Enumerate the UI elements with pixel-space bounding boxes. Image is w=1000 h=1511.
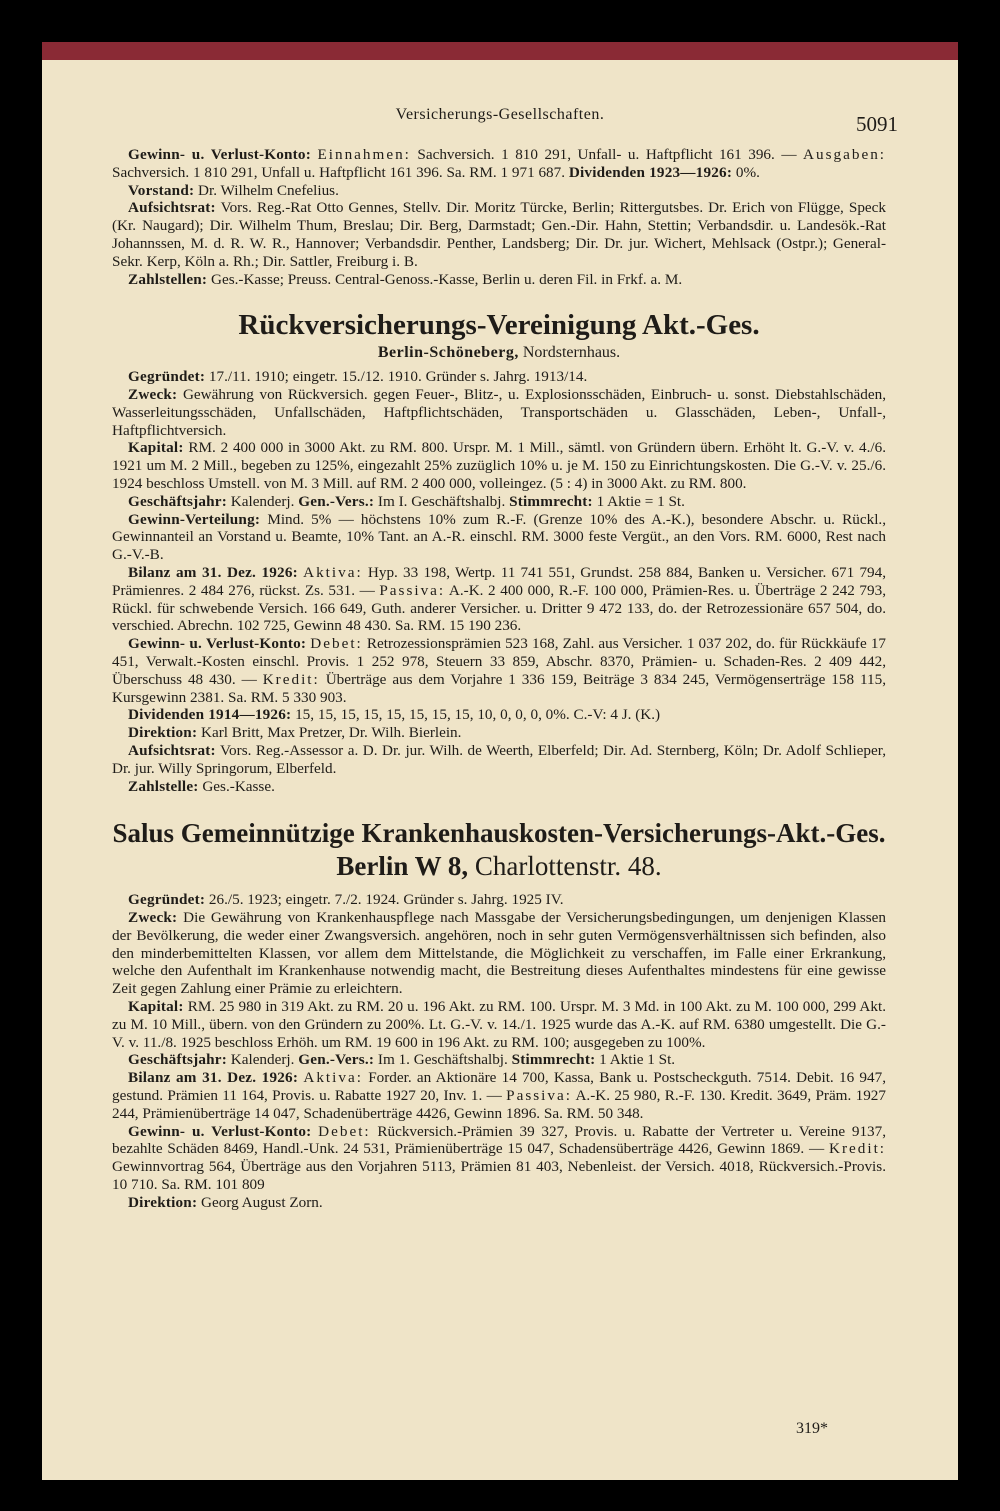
zweck-entry: Zweck: Die Gewährung von Krankenhauspflege nach Massgabe der Versicherungsbedingungen, um denjenigen Klassen der Bevölkerung, die weder einer Zwangsversich. angehören, noch in sehr guten Vermögensverhältnissen sich befinden, also den minderbemittelten Klassen, vor allem dem Mittelstande, die Möglichkeit zu verschaffen, im Falle einer Erkrankung, welche den Aufenthalt im Krankenhause notwendig macht, die Bestreitung dieses Aufenthaltes mindestens für eine gewisse Zeit gegen Zahlung einer Prämie zu erleichtern. [112,909,887,998]
signature-mark: 319* [796,1420,828,1437]
page-number: 5091 [856,112,898,136]
gv-konto-label: Gewinn- u. Verlust-Konto: [128,146,311,163]
gv-konto-entry: Gewinn- u. Verlust-Konto: Debet: Retrozessionsprämien 523 168, Zahl. aus Versicher. 1 037 202, do. für Rückkäufe 17 451, Verwalt.-Kosten einschl. Provis. 1 252 978, Steuern 33 859, Abschr. 8370, Prämien- u. Schaden-Res. 2 409 442, Überschuss 48 430. — Kredit: Überträge aus dem Vorjahre 1 336 159, Beiträge 3 834 245, Vermögenserträge 158 115, Kursgewinn 2381. Sa. RM. 5 330 903. [112,635,887,706]
company-title-salus: Salus Gemeinnützige Krankenhauskosten-Versicherungs-Akt.-Ges. Berlin W 8, Charlottenstr. 48. [112,818,886,882]
zweck-entry: Zweck: Gewährung von Rückversich. gegen Feuer-, Blitz-, u. Explosionsschäden, Einbruch- u. sonst. Diebstahlschäden, Wasserleitungsschäden, Unfallschäden, Haftpflichtschäden, Transportschäden u. Glasschäden, Leben-, Unfall-, Haftpflichtversich. [112,385,887,439]
dividenden-entry: Dividenden 1914—1926: 15, 15, 15, 15, 15, 15, 15, 15, 10, 0, 0, 0, 0%. C.-V: 4 J. (K.) [128,706,661,724]
gv-konto-entry: Gewinn- u. Verlust-Konto: Debet: Rückversich.-Prämien 39 327, Provis. u. Rabatte der Vertreter u. Vereine 9137, bezahlte Schäden 8469, Handl.-Unk. 24 531, Prämienüberträge 15 047, Schadensüberträge 4426, Gewinn 1869. — Kredit: Gewinnvortrag 564, Überträge aus den Vorjahren 5113, Prämien 81 403, Nebenleist. der Versich. 4018, Rückversich.-Provis. 10 710. Sa. RM. 101 809 [112,1122,887,1194]
gegruendet-entry: Gegründet: 17./11. 1910; eingetr. 15./12. 1910. Gründer s. Jahrg. 1913/14. [128,368,588,386]
direktion-entry: Direktion: Georg August Zorn. [128,1193,323,1211]
running-header: Versicherungs-Gesellschaften. [395,106,605,123]
bilanz-entry: Bilanz am 31. Dez. 1926: Aktiva: Forder. an Aktionäre 14 700, Kassa, Bank u. Postscheckguth. 7514. Debit. 16 947, gestund. Prämien 11 164, Provis. u. Rabatte 1927 20, Inv. 1. — Passiva: A.-K. 25 980, R.-F. 130. Kredit. 3649, Präm. 1927 244, Prämienüberträge 14 047, Schadenüberträge 4426, Gewinn 1896. Sa. RM. 50 348. [112,1069,887,1122]
zahlstellen-entry: Zahlstellen: Ges.-Kasse; Preuss. Central-Genoss.-Kasse, Berlin u. deren Fil. in Frkf. a. M. [128,270,683,288]
company-title-rueckversicherung: Rückversicherungs-Vereinigung Akt.-Ges. [238,309,760,342]
vorstand-entry: Vorstand: Dr. Wilhelm Cnefelius. [128,181,339,199]
gewinn-verteilung-entry: Gewinn-Verteilung: Mind. 5% — höchstens 10% zum R.-F. (Grenze 10% des A.-K.), besondere Abschr. u. Rückl., Gewinnanteil an Vorstand u. Beamte, 10% Tant. an A.-R. einschl. RM. 3000 feste Vergüt., an den Vors. RM. 6000, Rest nach G.-V.-B. [112,510,887,564]
direktion-entry: Direktion: Karl Britt, Max Pretzer, Dr. Wilh. Bierlein. [128,724,462,742]
zahlstelle-entry: Zahlstelle: Ges.-Kasse. [128,777,275,795]
aufsichtsrat-entry: Aufsichtsrat: Vors. Reg.-Rat Otto Gennes, Stellv. Dir. Moritz Türcke, Berlin; Rittergutsbes. Dr. Erich von Flügge, Speck (Kr. Naugard); Dir. Wilhelm Thum, Breslau; Dir. Berg, Darmstadt; Gen.-Dir. Hahn, Stettin; Verbandsdir. u. Landesök.-Rat Johannssen, M. d. R. W. R., Hannover; Verbandsdir. Penther, Landsberg; Dir. Dr. jur. Wichert, Mehlsack (Ostpr.); General-Sekr. Kerp, Köln a. Rh.; Dir. Sattler, Freiburg i. B. [112,199,887,270]
gegruendet-entry: Gegründet: 26./5. 1923; eingetr. 7./2. 1924. Gründer s. Jahrg. 1925 IV. [128,891,564,909]
geschaeftsjahr-entry: Geschäftsjahr: Kalenderj. Gen.-Vers.: Im I. Geschäftshalbj. Stimmrecht: 1 Aktie = 1 St. [128,492,685,510]
page-content [112,146,886,1212]
dividenden-label: Dividenden 1923—1926: [568,163,733,181]
geschaeftsjahr-entry: Geschäftsjahr: Kalenderj. Gen.-Vers.: Im 1. Geschäftshalbj. Stimmrecht: 1 Aktie 1 St. [128,1051,676,1069]
kapital-entry: Kapital: RM. 25 980 in 319 Akt. zu RM. 20 u. 196 Akt. zu RM. 100. Urspr. M. 3 Md. in 100 Akt. zu M. 100 000, 299 Akt. zu M. 10 Mill., übern. von den Gründern zu 200%. Lt. G.-V. v. 14./1. 1925 wurde das A.-K. auf RM. 6380 umgestellt. Die G.-V. v. 11./8. 1925 beschloss Erhöh. um RM. 19 600 in 196 Akt. zu RM. 100; ausgegeben zu 100%. [112,998,886,1051]
bilanz-entry: Bilanz am 31. Dez. 1926: Aktiva: Hyp. 33 198, Wertp. 11 741 551, Grundst. 258 884, Banken u. Versicher. 671 794, Prämienres. 2 484 276, rückst. Zs. 531. — Passiva: A.-K. 2 400 000, R.-F. 100 000, Prämien-Res. u. Überträge 2 242 793, Rückl. für schwebende Versich. 166 649, Guth. anderer Versicher. u. Dritter 9 472 133, do. der Retrozessionäre 657 504, do. verschied. Abrechn. 102 725, Gewinn 48 430. Sa. RM. 15 190 236. [112,563,887,635]
document-page [42,60,958,1480]
company-location: Berlin-Schöneberg, Nordsternhaus. [377,344,621,362]
kapital-entry: Kapital: RM. 2 400 000 in 3000 Akt. zu RM. 800. Urspr. M. 1 Mill., sämtl. von Gründern übern. Erhöht lt. G.-V. v. 4./6. 1921 um M. 2 Mill., begeben zu 125%, eingezahlt 25% zuzüglich 10% u. je M. 150 zu Einrichtungskosten. Die G.-V. v. 25./6. 1924 beschloss Umstell. von M. 3 Mill. auf RM. 2 400 000, volleingez. (5 : 4) in 3000 Akt. zu RM. 800. [112,439,887,492]
gv-konto-entry: Gewinn- u. Verlust-Konto: Einnahmen: Sachversich. 1 810 291, Unfall- u. Haftpflicht 161 396. — Ausgaben: Sachversich. 1 810 291, Unfall u. Haftpflicht 161 396. Sa. RM. 1 971 687. Dividenden 1923—1926: 0%. [112,146,887,181]
aufsichtsrat-entry: Aufsichtsrat: Vors. Reg.-Assessor a. D. Dr. jur. Wilh. de Weerth, Elberfeld; Dir. Ad. Sternberg, Köln; Dr. Adolf Schlieper, Dr. jur. Willy Springorum, Elberfeld. [112,741,886,777]
